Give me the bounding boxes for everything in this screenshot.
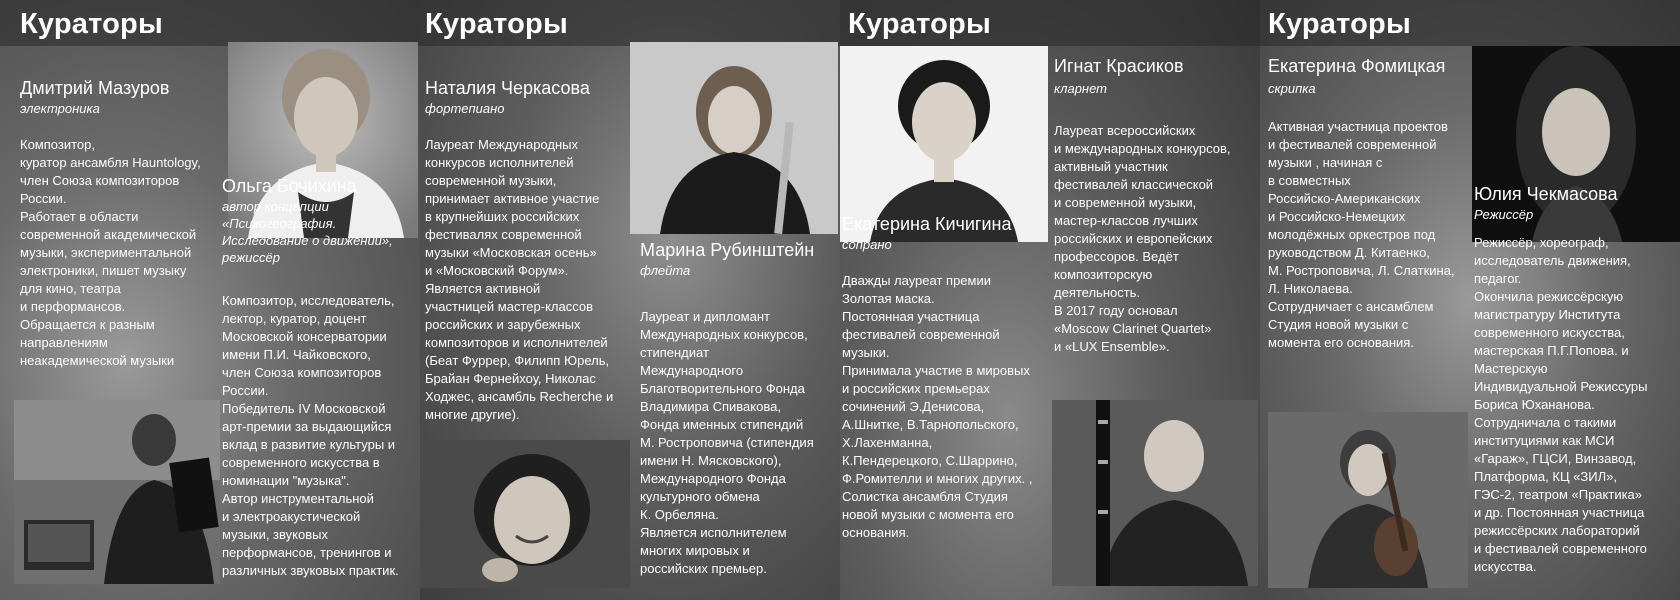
person-bio: Композитор, куратор ансамбля Hauntology, член Союза композиторов России. Работает в области современной академической музыки, экспериментальной электроники, пишет музыку для кино, театра и перформансов. Обращается к разным направлениям неакадемической музыки (20, 137, 201, 368)
soprano-portrait-photo (840, 46, 1048, 242)
person-role: кларнет (1054, 81, 1107, 96)
electronics-performer-photo (14, 400, 220, 584)
smiling-woman-photo (420, 440, 630, 588)
person-bio: Дважды лауреат премии Золотая маска. Постоянная участница фестивалей современной музыки. Принимала участие в мировых и российских премьерах сочинений Э.Денисова, А.Шнитке, В.Тарнопольского, Х.Лахенманна, К.Пендерецкого, С.Шаррино, Ф.Ромителли и многих других. , Солистка ансамбля Студия новой музыки с момента его основания. (842, 273, 1033, 540)
person-name: Игнат Красиков (1054, 56, 1184, 76)
person-role: сопрано (842, 237, 892, 252)
person-bio: Лауреат всероссийских и международных конкурсов, активный участник фестивалей классической и современной музыки, мастер-классов лучших российских и европейских профессоров. Ведёт композиторскую деятельность. В 2017 году основал «Moscow Clarinet Quartet» и «LUX Ensemble». (1054, 123, 1231, 354)
person-role: флейта (640, 263, 691, 278)
clarinetist-photo (1052, 400, 1258, 586)
person-name: Ольга Бочихина (222, 176, 357, 196)
flutist-photo (630, 42, 838, 234)
person-bio: Лауреат Международных конкурсов исполнителей современной музыки, принимает активное участие в крупнейших российских фестивалях современной музыки «Московская осень» и «Московский Форум». Является активной участницей мастер-классов российских и зарубежных композиторов и исполнителей (Бeaт Фуррер, Филипп Юрель, Брайан Фернейхоу, Николас Ходжес, ансамбль Recherche и многие другие). (425, 137, 614, 422)
person-name: Дмитрий Мазуров (20, 78, 170, 98)
panel-heading: Кураторы (425, 8, 568, 40)
person-role: автор концепции «Психогеография. Исследование о движении», режиссёр (222, 199, 393, 265)
violinist-photo (1268, 412, 1468, 588)
person-name: Юлия Чекмасова (1474, 184, 1618, 204)
panel-heading: Кураторы (20, 8, 163, 40)
person-role: скрипка (1268, 81, 1316, 96)
person-role: Режиссёр (1474, 207, 1534, 222)
person-name: Екатерина Фомицкая (1268, 56, 1446, 76)
curators-panel-1 (0, 0, 420, 600)
person-name: Наталия Черкасова (425, 78, 590, 98)
person-role: электроника (20, 101, 100, 116)
person-bio: Режиссёр, хореограф, исследователь движения, педагог. Окончила режиссёрскую магистратуру Института современного искусства, мастерская П.Г.Попова. и Мастерскую Индивидуальной Режиссуры Бориса Юхананова. Сотрудничала с такими институциями как МСИ «Гараж», ГЦСИ, Винзавод, Платформа, КЦ «ЗИЛ», ГЭС-2, театром «Практика» и др. Постоянная участница режиссёрских лабораторий и фестивалей современного искусства. (1474, 235, 1648, 574)
person-name: Марина Рубинштейн (640, 240, 815, 260)
curators-panel-3 (840, 0, 1260, 600)
curators-panel-2 (420, 0, 840, 600)
curators-panel-4 (1260, 0, 1680, 600)
person-bio: Активная участница проектов и фестивалей современной музыки , начиная с в совместных Российско-Американских и Российско-Немецких молодёжных оркестров под руководством Д. Китаенко, М. Ростроповича, Л. Слаткина, Л. Николаева. Сотрудничает с ансамблем Студия новой музыки с момента его основания. (1268, 119, 1455, 350)
person-role: фортепиано (425, 101, 505, 116)
person-bio: Композитор, исследователь, лектор, куратор, доцент Московской консерватории имени П.И. Чайковского, член Союза композиторов России. Победитель IV Московской арт-премии за выдающийся вклад в развитие культуры и современного искусства в номинации "музыка". Автор инструментальной и электроакустической музыки, звуковых перформансов, тренингов и различных звуковых практик. (222, 293, 399, 578)
person-bio: Лауреат и дипломант Международных конкурсов, стипендиат Международного Благотворительного Фонда Владимира Спивакова, Фонда именных стипендий М. Ростроповича (стипендия имени Н. Мясковского), Международного Фонда культурного обмена К. Орбеляна. Является исполнителем многих мировых и российских премьер. (640, 309, 814, 576)
panel-heading: Кураторы (1268, 8, 1411, 40)
panel-heading: Кураторы (848, 8, 991, 40)
person-name: Екатерина Кичигина (842, 214, 1012, 234)
